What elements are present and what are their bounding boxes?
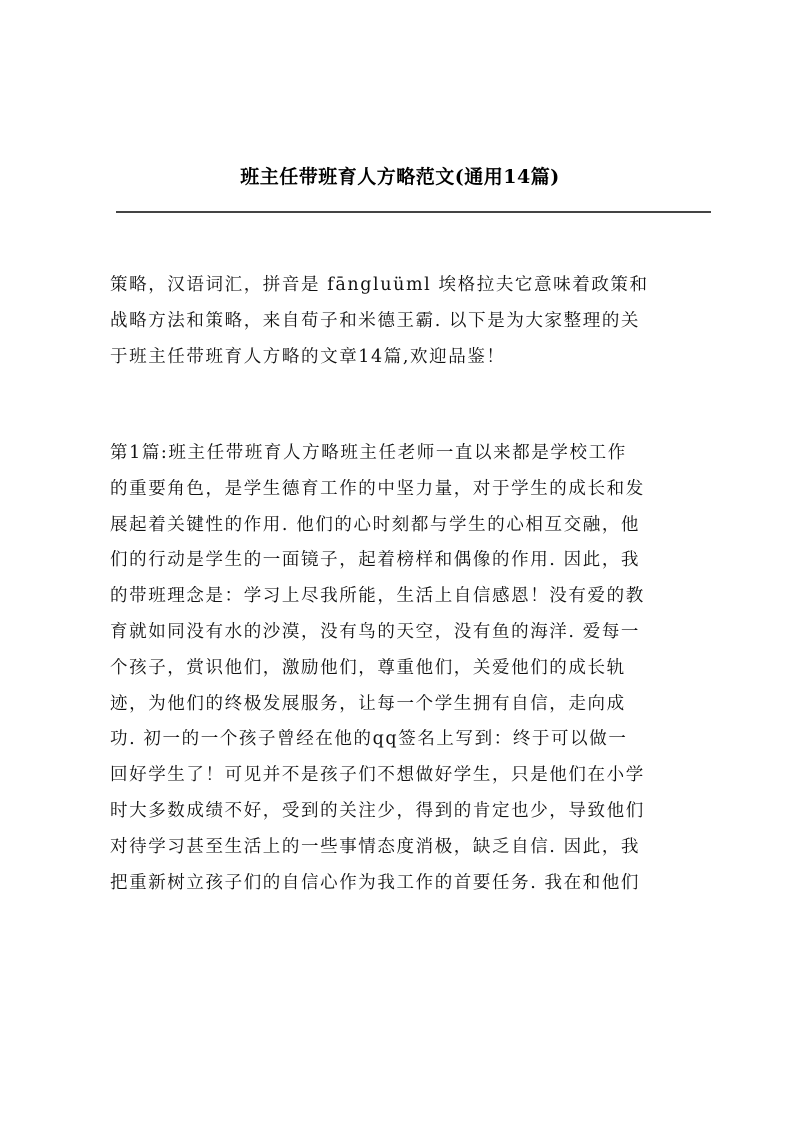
intro-line: 于班主任带班育人方略的文章14篇,欢迎品鉴！ <box>110 346 506 367</box>
body-line: 们的行动是学生的一面镜子，起着榜样和偶像的作用. 因此，我 <box>110 550 641 571</box>
body-line: 时大多数成绩不好，受到的关注少，得到的肯定也少，导致他们 <box>110 800 645 821</box>
body-paragraph <box>110 436 710 901</box>
intro-paragraph <box>110 268 710 375</box>
body-line: 的带班理念是：学习上尽我所能，生活上自信感恩！没有爱的教 <box>110 586 645 607</box>
body-line: 迹，为他们的终极发展服务，让每一个学生拥有自信，走向成 <box>110 693 626 714</box>
body-line: 展起着关键性的作用. 他们的心时刻都与学生的心相互交融，他 <box>110 514 641 535</box>
title-divider <box>116 211 711 213</box>
intro-line: 策略，汉语词汇，拼音是 fāngluüml 埃格拉夫它意味着政策和 <box>110 275 649 295</box>
document-title: 班主任带班育人方略范文(通用14篇) <box>240 166 560 188</box>
body-line: 回好学生了！可见并不是孩子们不想做好学生，只是他们在小学 <box>110 765 645 786</box>
body-line: 个孩子，赏识他们，激励他们，尊重他们，关爱他们的成长轨 <box>110 657 626 678</box>
body-line: 育就如同没有水的沙漠，没有鸟的天空，没有鱼的海洋. 爱每一 <box>110 621 641 642</box>
intro-line: 战略方法和策略，来自荀子和米德王霸. 以下是为大家整理的关 <box>110 310 641 331</box>
body-line: 把重新树立孩子们的自信心作为我工作的首要任务. 我在和他们 <box>110 872 641 893</box>
body-line: 的重要角色，是学生德育工作的中坚力量，对于学生的成长和发 <box>110 478 645 499</box>
body-line: 第1篇:班主任带班育人方略班主任老师一直以来都是学校工作 <box>110 443 627 463</box>
body-line: 功. 初一的一个孩子曾经在他的qq签名上写到：终于可以做一 <box>110 729 628 750</box>
body-line: 对待学习甚至生活上的一些事情态度消极，缺乏自信. 因此，我 <box>110 836 641 857</box>
